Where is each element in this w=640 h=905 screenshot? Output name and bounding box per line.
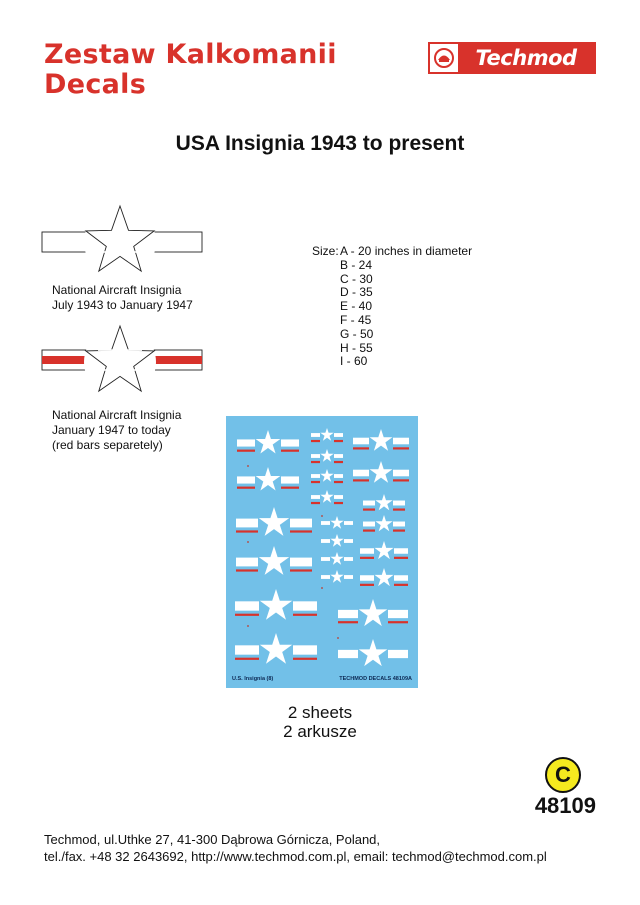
decal-bar-left	[353, 470, 369, 477]
sheets-note	[0, 703, 640, 741]
decal-bar-left	[235, 601, 259, 610]
decal-star-icon	[320, 449, 333, 462]
insignia-1947-caption-line1: National Aircraft Insignia	[52, 408, 182, 422]
insignia-1943-icon	[40, 204, 204, 278]
decal-star-icon	[375, 494, 392, 510]
decal-sheet-art	[226, 416, 418, 688]
decal-star-icon	[259, 507, 289, 536]
decal-bar-left	[321, 521, 330, 525]
decal-red-bar	[360, 557, 374, 559]
sheets-note-line1: 2 sheets	[287, 703, 353, 722]
decal-bar-left	[236, 519, 258, 528]
page-title: USA Insignia 1943 to present	[175, 132, 465, 155]
decal-sheet-preview	[226, 416, 418, 688]
brand-title-line2: Decals	[44, 69, 147, 100]
insignia-1943-caption-line2: July 1943 to January 1947	[52, 298, 193, 312]
decal-red-bar	[388, 621, 408, 623]
size-row	[312, 314, 472, 328]
decal-star-icon	[259, 546, 289, 575]
size-value: D - 35	[340, 285, 373, 300]
footer-address: Techmod, ul.Uthke 27, 41-300 Dąbrowa Górnicza, Poland,	[44, 832, 381, 847]
decal-red-bar	[338, 621, 358, 623]
decal-bar-left	[321, 539, 330, 543]
decal-red-bar	[293, 658, 317, 660]
decal-bar-left	[311, 433, 320, 437]
decal-bar-left	[237, 439, 255, 446]
brand-title	[44, 40, 337, 100]
decal-star-icon	[359, 599, 388, 626]
decal-bar-right	[393, 522, 405, 527]
decal-bar-right	[334, 454, 343, 458]
footer-contact-line: tel./fax. +48 32 2643692, http://www.techmod.com.pl, email: techmod@techmod.com.pl	[44, 849, 547, 864]
decal-red-bar	[281, 487, 299, 489]
decal-dot	[247, 625, 249, 627]
decal-star-icon	[320, 428, 333, 441]
decal-bar-right	[344, 539, 353, 543]
size-row	[312, 342, 472, 356]
decal-red-bar	[311, 461, 320, 463]
decal-red-bar	[311, 502, 320, 504]
decal-bar-left	[236, 558, 258, 567]
decal-bar-left	[311, 474, 320, 478]
size-row	[312, 286, 472, 300]
decal-bar-right	[290, 558, 312, 567]
decal-red-bar	[394, 557, 408, 559]
decal-red-bar	[363, 529, 375, 531]
sheets-note-line2: 2 arkusze	[283, 722, 357, 741]
decal-bar-right	[334, 474, 343, 478]
size-row	[312, 245, 472, 259]
size-value: H - 55	[340, 340, 373, 355]
decal-star-icon	[256, 467, 281, 491]
decal-bar-right	[344, 521, 353, 525]
decal-bar-right	[393, 438, 409, 445]
decal-red-bar	[393, 529, 405, 531]
insignia-1947-caption-line3: (red bars separetely)	[52, 438, 163, 452]
decal-red-bar	[394, 584, 408, 586]
decal-red-bar	[290, 530, 312, 532]
decal-red-bar	[353, 479, 369, 481]
decal-red-bar	[360, 584, 374, 586]
size-value: F - 45	[340, 312, 372, 327]
decal-red-bar	[311, 440, 320, 442]
insignia-1947-icon	[40, 324, 204, 398]
decal-bar-left	[321, 575, 330, 579]
techmod-logo	[428, 42, 596, 74]
decal-bar-right	[293, 601, 317, 610]
decal-red-bar	[334, 461, 343, 463]
decal-star-icon	[320, 490, 333, 503]
decal-star-icon	[260, 633, 292, 664]
size-value: G - 50	[340, 326, 374, 341]
decal-bar-left	[363, 522, 375, 527]
decal-bar-right	[293, 645, 317, 654]
decal-bar-right	[334, 433, 343, 437]
decal-bar-right	[281, 476, 299, 483]
size-row	[312, 328, 472, 342]
size-value: I - 60	[340, 354, 368, 369]
insignia-1947-caption-line2: January 1947 to today	[52, 423, 171, 437]
decal-bar-left	[353, 438, 369, 445]
decal-star-icon	[330, 534, 343, 547]
decal-bar-left	[338, 610, 358, 618]
decal-red-bar	[311, 481, 320, 483]
decal-bar-left	[360, 575, 374, 581]
decal-bar-left	[237, 476, 255, 483]
decal-red-bar	[353, 447, 369, 449]
decal-bar-right	[394, 548, 408, 554]
decal-bar-right	[344, 575, 353, 579]
size-value: E - 40	[340, 299, 373, 314]
decal-red-bar	[334, 440, 343, 442]
decal-star-icon	[375, 541, 394, 559]
decal-red-bar	[293, 614, 317, 616]
decal-star-icon	[359, 639, 388, 666]
size-list	[312, 245, 472, 369]
decal-star-icon	[330, 552, 343, 565]
decal-bar-left	[338, 650, 358, 658]
decal-bar-left	[235, 645, 259, 654]
decal-red-bar	[237, 450, 255, 452]
decal-star-icon	[260, 589, 292, 620]
decal-red-bar	[334, 502, 343, 504]
decal-bar-right	[393, 501, 405, 506]
size-lead: Size:	[312, 244, 339, 258]
decal-star-icon	[370, 461, 393, 483]
decal-red-bar	[393, 447, 409, 449]
decal-dot	[321, 515, 323, 517]
size-value: A - 20 inches in diameter	[340, 244, 473, 258]
decal-red-bar	[236, 530, 258, 532]
decal-star-icon	[375, 515, 392, 531]
copyright-badge: C	[545, 757, 581, 793]
insignia-1943-caption-line1: National Aircraft Insignia	[52, 283, 182, 297]
footer-contact	[44, 831, 547, 865]
decal-red-bar	[393, 479, 409, 481]
catalog-number: 48109	[534, 793, 596, 818]
decal-star-icon	[370, 429, 393, 451]
brand-title-line1: Zestaw Kalkomanii	[44, 39, 337, 70]
decal-bar-right	[344, 557, 353, 561]
decal-bar-right	[334, 495, 343, 499]
size-value: B - 24	[340, 257, 373, 272]
decal-star-icon	[320, 469, 333, 482]
decal-bar-right	[281, 439, 299, 446]
decal-red-bar	[235, 614, 259, 616]
decal-bar-right	[388, 650, 408, 658]
insignia-1947-caption	[52, 408, 181, 453]
decal-star-icon	[256, 430, 281, 454]
decal-star-icon	[330, 516, 343, 529]
size-row	[312, 300, 472, 314]
decal-bar-left	[311, 454, 320, 458]
decal-red-bar	[334, 481, 343, 483]
decal-sheet-label-left: U.S. Insignia (8)	[232, 676, 274, 682]
decal-bar-left	[321, 557, 330, 561]
decal-red-bar	[290, 569, 312, 571]
size-row	[312, 259, 472, 273]
size-value: C - 30	[340, 271, 373, 286]
logo-text: Techmod	[458, 44, 594, 72]
decal-red-bar	[393, 508, 405, 510]
decal-bar-right	[394, 575, 408, 581]
decal-bar-left	[363, 501, 375, 506]
techmod-mark-icon	[430, 44, 458, 72]
decal-dot	[247, 465, 249, 467]
insignia-1943-caption	[52, 283, 193, 313]
decal-bar-right	[388, 610, 408, 618]
decal-bar-right	[290, 519, 312, 528]
decal-red-bar	[281, 450, 299, 452]
decal-red-bar	[236, 569, 258, 571]
decal-red-bar	[237, 487, 255, 489]
decal-dot	[247, 541, 249, 543]
decal-red-bar	[363, 508, 375, 510]
decal-star-icon	[330, 570, 343, 583]
decal-bar-right	[393, 470, 409, 477]
size-row	[312, 355, 472, 369]
size-row	[312, 273, 472, 287]
decal-bar-left	[311, 495, 320, 499]
decal-red-bar	[235, 658, 259, 660]
decal-star-icon	[375, 568, 394, 586]
decal-sheet-label-right: TECHMOD DECALS 48109A	[339, 676, 412, 682]
decal-dot	[321, 587, 323, 589]
decal-bar-left	[360, 548, 374, 554]
decal-dot	[337, 637, 339, 639]
